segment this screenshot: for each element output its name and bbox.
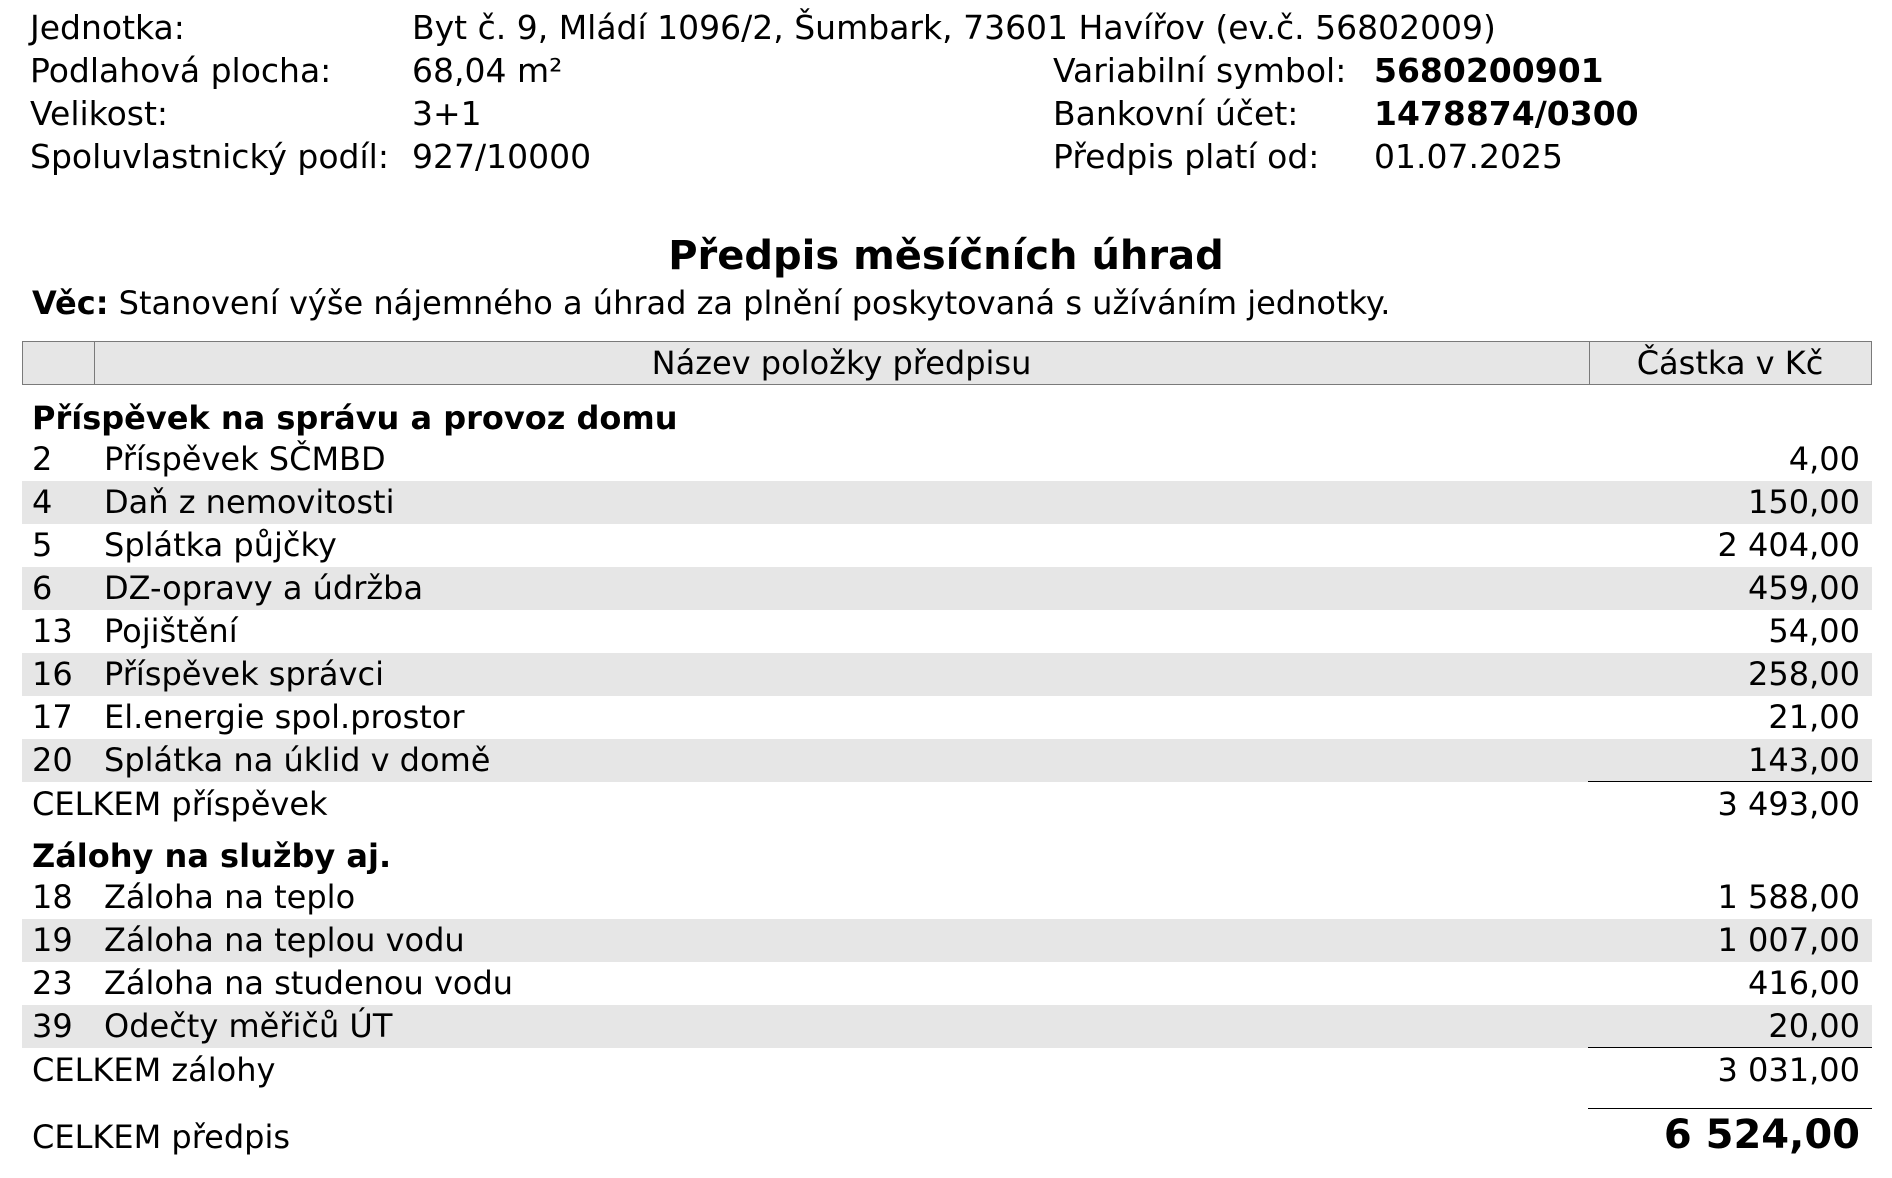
subtotal-row-advances [22, 1049, 1872, 1092]
table-row [22, 696, 1872, 739]
header-number-cell [23, 342, 95, 384]
table-row [22, 962, 1872, 1005]
info-size-row [0, 94, 1892, 134]
table-row [22, 610, 1872, 653]
table-header [22, 341, 1872, 385]
row-name: DZ-opravy a údržba [104, 569, 424, 607]
header-item-name: Název položky předpisu [94, 342, 1590, 384]
row-name: El.energie spol.prostor [104, 698, 465, 736]
grand-total-row [22, 1112, 1872, 1158]
row-name: Záloha na teplo [104, 878, 356, 916]
row-number: 13 [32, 612, 73, 650]
document-title: Předpis měsíčních úhrad [668, 233, 1224, 279]
row-name: Splátka půjčky [104, 526, 337, 564]
area-value: 68,04 m² [412, 51, 563, 90]
info-area-row [0, 51, 1892, 91]
info-share-row [0, 137, 1892, 177]
row-number: 6 [32, 569, 53, 607]
row-amount: 416,00 [1748, 964, 1860, 1002]
valid-from-value: 01.07.2025 [1374, 137, 1563, 176]
size-value: 3+1 [412, 94, 482, 133]
row-amount: 258,00 [1748, 655, 1860, 693]
share-value: 927/10000 [412, 137, 592, 176]
bank-account-label: Bankovní účet: [1053, 94, 1299, 133]
info-unit-row [0, 8, 1892, 48]
row-number: 2 [32, 440, 53, 478]
row-number: 16 [32, 655, 73, 693]
header-amount: Částka v Kč [1636, 344, 1824, 382]
table-row [22, 876, 1872, 919]
unit-label: Jednotka: [30, 8, 185, 47]
table-row [22, 653, 1872, 696]
row-name: Daň z nemovitosti [104, 483, 395, 521]
row-number: 4 [32, 483, 53, 521]
row-name: Záloha na teplou vodu [104, 921, 465, 959]
row-amount: 21,00 [1768, 698, 1860, 736]
unit-value: Byt č. 9, Mládí 1096/2, Šumbark, 73601 Havířov (ev.č. 56802009) [412, 8, 1496, 47]
row-name: Splátka na úklid v domě [104, 741, 491, 779]
subtotal-divider [1588, 781, 1872, 782]
subject-label: Věc: [32, 284, 109, 322]
table-row [22, 919, 1872, 962]
subtotal-amount: 3 031,00 [1717, 1051, 1860, 1089]
section-title-maintenance: Příspěvek na správu a provoz domu [32, 399, 678, 437]
table-row [22, 438, 1872, 481]
row-number: 19 [32, 921, 73, 959]
row-amount: 459,00 [1748, 569, 1860, 607]
grand-total-divider [1588, 1108, 1872, 1109]
grand-total-amount: 6 524,00 [1663, 1112, 1860, 1158]
table-row [22, 739, 1872, 782]
row-name: Příspěvek SČMBD [104, 440, 386, 478]
row-number: 23 [32, 964, 73, 1002]
row-name: Záloha na studenou vodu [104, 964, 514, 1002]
row-amount: 2 404,00 [1717, 526, 1860, 564]
row-amount: 54,00 [1768, 612, 1860, 650]
grand-total-label: CELKEM předpis [32, 1118, 291, 1156]
section-title-advances: Zálohy na služby aj. [32, 837, 392, 875]
row-name: Pojištění [104, 612, 238, 650]
size-label: Velikost: [30, 94, 169, 133]
table-row [22, 524, 1872, 567]
variable-symbol-label: Variabilní symbol: [1053, 51, 1347, 90]
row-amount: 1 588,00 [1717, 878, 1860, 916]
row-amount: 150,00 [1748, 483, 1860, 521]
table-row [22, 481, 1872, 524]
row-number: 18 [32, 878, 73, 916]
subtotal-label: CELKEM zálohy [32, 1051, 276, 1089]
row-name: Odečty měřičů ÚT [104, 1007, 393, 1045]
subtotal-label: CELKEM příspěvek [32, 785, 328, 823]
subtotal-row-contribution [22, 783, 1872, 826]
table-row [22, 1005, 1872, 1048]
row-name: Příspěvek správci [104, 655, 384, 693]
subtotal-divider [1588, 1047, 1872, 1048]
row-amount: 143,00 [1748, 741, 1860, 779]
variable-symbol-value: 5680200901 [1374, 51, 1604, 90]
subject-line [32, 283, 1390, 323]
row-number: 17 [32, 698, 73, 736]
subtotal-amount: 3 493,00 [1717, 785, 1860, 823]
share-label: Spoluvlastnický podíl: [30, 137, 389, 176]
row-amount: 20,00 [1768, 1007, 1860, 1045]
row-number: 5 [32, 526, 53, 564]
row-amount: 4,00 [1788, 440, 1860, 478]
row-number: 39 [32, 1007, 73, 1045]
row-amount: 1 007,00 [1717, 921, 1860, 959]
area-label: Podlahová plocha: [30, 51, 332, 90]
subject-text: Stanovení výše nájemného a úhrad za plnění poskytovaná s užíváním jednotky. [108, 284, 1391, 322]
row-number: 20 [32, 741, 73, 779]
bank-account-value: 1478874/0300 [1374, 94, 1639, 133]
valid-from-label: Předpis platí od: [1053, 137, 1320, 176]
table-row [22, 567, 1872, 610]
